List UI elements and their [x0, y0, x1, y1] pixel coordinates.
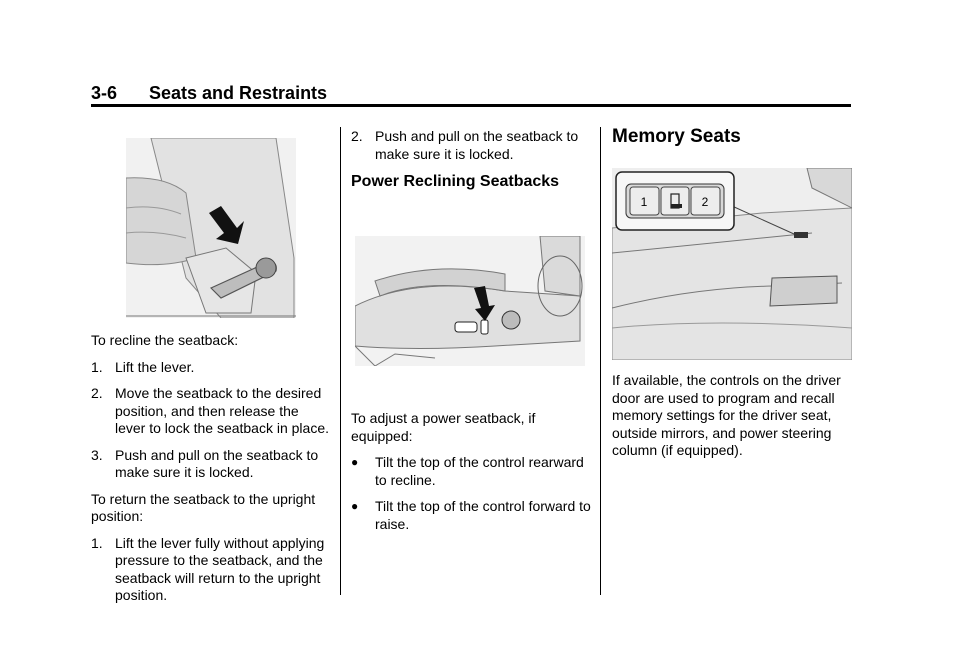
column-3-text: [612, 372, 852, 469]
memory-button-2: 2: [701, 195, 709, 209]
continued-step: 2. Push and pull on the seatback to make sure it is locked.: [351, 128, 579, 162]
recline-step: 1. Lift the lever.: [91, 358, 195, 375]
column-divider-1: [340, 127, 341, 595]
adjust-intro: To adjust a power seatback, if equipped:: [351, 410, 536, 444]
recline-step: 3. Push and pull on the seatback to make sure it is locked.: [91, 446, 319, 480]
memory-seat-door-illustration: [612, 168, 852, 360]
column-3-heading: [612, 128, 852, 146]
memory-seats-heading: Memory Seats: [612, 126, 741, 147]
memory-description: If available, the controls on the driver door are used to program and recall memory settings for the driver seat, outside mirrors, and power steering column (if equipped).: [612, 372, 841, 458]
upright-intro: To return the seatback to the upright position:: [91, 490, 316, 524]
header-rule: [91, 104, 851, 107]
recline-lever-illustration: [126, 138, 296, 318]
bullet-icon: ●: [351, 455, 359, 469]
recline-step: 2. Move the seatback to the desired position, and then release the lever to lock the seatback in place.: [91, 385, 330, 436]
recline-intro: To recline the seatback:: [91, 332, 239, 348]
bullet-item: ● Tilt the top of the control forward to raise.: [351, 498, 591, 532]
page-number: 3-6: [91, 83, 118, 103]
power-seat-control-illustration: [355, 236, 585, 366]
section-title: Seats and Restraints: [149, 83, 328, 103]
page-header: [91, 80, 851, 106]
memory-button-1: 1: [640, 195, 648, 209]
column-divider-2: [600, 127, 601, 595]
upright-step: 1. Lift the lever fully without applying pressure to the seatback, and the seatback will return to the upright position.: [91, 534, 325, 603]
bullet-icon: ●: [351, 499, 359, 513]
column-2: [351, 128, 591, 191]
column-2-lower: [351, 410, 591, 542]
column-1: [91, 332, 331, 614]
bullet-item: ● Tilt the top of the control rearward to recline.: [351, 454, 584, 488]
power-reclining-heading: Power Reclining Seatbacks: [351, 173, 560, 190]
